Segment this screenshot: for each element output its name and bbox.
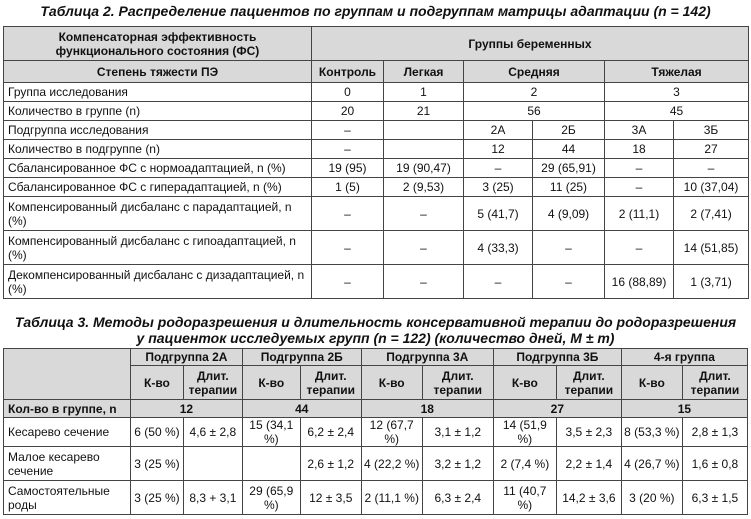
- table-cell: [242, 447, 300, 481]
- row-label: Малое кесарево сечение: [4, 447, 131, 481]
- table-cell: –: [533, 265, 605, 299]
- table-cell: 2 (7,41): [674, 197, 749, 231]
- table-cell: –: [674, 159, 749, 178]
- row-label: Компенсированный дисбаланс с парадаптацией, n (%): [4, 197, 312, 231]
- row-label: Сбалансированное ФС с гиперадаптацией, n (%): [4, 178, 312, 197]
- table-cell: –: [464, 265, 533, 299]
- table-cell: 0: [312, 83, 384, 102]
- table-cell: –: [312, 265, 384, 299]
- row-label: Самостоятельные роды: [4, 481, 131, 515]
- table-cell: 14 (51,85): [674, 231, 749, 265]
- light-header: Легкая: [384, 61, 464, 83]
- table-cell: 3 (25 %): [131, 481, 184, 515]
- count-subheader: К-во: [131, 366, 184, 400]
- row-label: Сбалансированное ФС с нормоадаптацией, n (%): [4, 159, 312, 178]
- table-cell: 3 (20 %): [621, 481, 682, 515]
- group-count: 12: [131, 400, 243, 418]
- table-cell: 3,2 ± 1,2: [422, 447, 493, 481]
- table-cell: 1 (5): [312, 178, 384, 197]
- table-row: [4, 102, 749, 121]
- table-cell: 15 (34,1 %): [242, 418, 300, 447]
- table-cell: –: [312, 197, 384, 231]
- table-cell: –: [605, 231, 674, 265]
- table-row: [4, 265, 749, 299]
- table-cell: 3,1 ± 1,2: [422, 418, 493, 447]
- table-cell: 2А: [464, 121, 533, 140]
- table-cell: 2 (9,53): [384, 178, 464, 197]
- control-header: Контроль: [312, 61, 384, 83]
- group-header: Подгруппа 2Б: [242, 349, 361, 366]
- table-cell: 11 (25): [533, 178, 605, 197]
- table-cell: 12 ± 3,5: [300, 481, 361, 515]
- table-cell: –: [605, 178, 674, 197]
- table-cell: 12: [464, 140, 533, 159]
- table-cell: 4 (9,09): [533, 197, 605, 231]
- table-cell: 56: [464, 102, 605, 121]
- row-label: Количество в подгруппе (n): [4, 140, 312, 159]
- table-cell: 2 (11,1 %): [361, 481, 422, 515]
- table-cell: 12 (67,7 %): [361, 418, 422, 447]
- count-subheader: К-во: [621, 366, 682, 400]
- count-row-label: Кол-во в группе, n: [4, 400, 131, 418]
- table-cell: [384, 140, 464, 159]
- table-cell: –: [384, 197, 464, 231]
- table-cell: 14 (51,9 %): [493, 418, 556, 447]
- table-cell: 44: [533, 140, 605, 159]
- table-cell: –: [464, 159, 533, 178]
- medium-header: Средняя: [464, 61, 605, 83]
- corner-cell: [4, 349, 131, 400]
- row-label: Компенсированный дисбаланс с гипоадаптацией, n (%): [4, 231, 312, 265]
- table3-caption: [0, 314, 751, 346]
- therapy-subheader: Длит. терапии: [556, 366, 621, 400]
- table-cell: –: [312, 140, 384, 159]
- table-cell: 14,2 ± 3,6: [556, 481, 621, 515]
- table-cell: 16 (88,89): [605, 265, 674, 299]
- table-row: [4, 481, 748, 515]
- table-cell: 2 (11,1): [605, 197, 674, 231]
- table-cell: 19 (95): [312, 159, 384, 178]
- table-cell: –: [384, 231, 464, 265]
- table-cell: 8 (53,3 %): [621, 418, 682, 447]
- row-label: Количество в группе (n): [4, 102, 312, 121]
- table-cell: 2,2 ± 1,4: [556, 447, 621, 481]
- table-cell: –: [384, 265, 464, 299]
- count-subheader: К-во: [242, 366, 300, 400]
- table-cell: –: [312, 121, 384, 140]
- table-cell: [384, 121, 464, 140]
- table-cell: 1 (3,71): [674, 265, 749, 299]
- table-cell: 4 (26,7 %): [621, 447, 682, 481]
- table-cell: 4,6 ± 2,8: [183, 418, 242, 447]
- count-subheader: К-во: [361, 366, 422, 400]
- group-header: Подгруппа 3Б: [493, 349, 621, 366]
- table-cell: 3: [605, 83, 749, 102]
- table-cell: 2Б: [533, 121, 605, 140]
- table-cell: 2 (7,4 %): [493, 447, 556, 481]
- table-cell: –: [605, 159, 674, 178]
- table-cell: 18: [605, 140, 674, 159]
- group-count: 27: [493, 400, 621, 418]
- table-row: [4, 159, 749, 178]
- table-cell: 3,5 ± 2,3: [556, 418, 621, 447]
- group-count: 15: [621, 400, 747, 418]
- table-cell: 2,6 ± 1,2: [300, 447, 361, 481]
- table2: [3, 26, 749, 299]
- table-cell: [183, 447, 242, 481]
- row-label: Декомпенсированный дисбаланс с дизадаптацией, n (%): [4, 265, 312, 299]
- table-cell: 20: [312, 102, 384, 121]
- table-cell: 45: [605, 102, 749, 121]
- table3-caption-line1: Таблица 3. Методы родоразрешения и длительность консервативной терапии до родоразрешения: [14, 314, 737, 330]
- table-cell: 3А: [605, 121, 674, 140]
- group-header: 4-я группа: [621, 349, 747, 366]
- table-cell: 6,2 ± 2,4: [300, 418, 361, 447]
- table-cell: 2: [464, 83, 605, 102]
- severe-header: Тяжелая: [605, 61, 749, 83]
- group-header: Подгруппа 2А: [131, 349, 243, 366]
- table-cell: 21: [384, 102, 464, 121]
- severity-header: Степень тяжести ПЭ: [4, 61, 312, 83]
- table-cell: 4 (33,3): [464, 231, 533, 265]
- table-cell: 1,6 ± 0,8: [682, 447, 747, 481]
- table-cell: 11 (40,7 %): [493, 481, 556, 515]
- table-cell: 29 (65,9 %): [242, 481, 300, 515]
- table-cell: 3Б: [674, 121, 749, 140]
- table-cell: 6,3 ± 2,4: [422, 481, 493, 515]
- table-cell: 3 (25 %): [131, 447, 184, 481]
- fs-header: Компенсаторная эффективность функционального состояния (ФС): [4, 27, 312, 61]
- table-row: [4, 178, 749, 197]
- table-row: [4, 140, 749, 159]
- row-label: Группа исследования: [4, 83, 312, 102]
- table-cell: 27: [674, 140, 749, 159]
- table-cell: 8,3 + 3,1: [183, 481, 242, 515]
- therapy-subheader: Длит. терапии: [682, 366, 747, 400]
- table-cell: 19 (90,47): [384, 159, 464, 178]
- table-row: [4, 418, 748, 447]
- table-row: [4, 447, 748, 481]
- groups-header: Группы беременных: [312, 27, 749, 61]
- therapy-subheader: Длит. терапии: [422, 366, 493, 400]
- group-count: 18: [361, 400, 493, 418]
- table-cell: 1: [384, 83, 464, 102]
- table-cell: 2,8 ± 1,3: [682, 418, 747, 447]
- count-subheader: К-во: [493, 366, 556, 400]
- table-cell: –: [312, 231, 384, 265]
- therapy-subheader: Длит. терапии: [183, 366, 242, 400]
- group-header: Подгруппа 3А: [361, 349, 493, 366]
- row-label: Подгруппа исследования: [4, 121, 312, 140]
- table-cell: 3 (25): [464, 178, 533, 197]
- table-row: [4, 197, 749, 231]
- table3: [3, 348, 748, 515]
- table-cell: 6 (50 %): [131, 418, 184, 447]
- therapy-subheader: Длит. терапии: [300, 366, 361, 400]
- table3-caption-line2: у пациенток исследуемых групп (n = 122) (количество дней, M ± m): [136, 330, 615, 346]
- table-cell: 10 (37,04): [674, 178, 749, 197]
- table-row: [4, 121, 749, 140]
- group-count: 44: [242, 400, 361, 418]
- table-cell: 6,3 ± 1,5: [682, 481, 747, 515]
- table-cell: –: [533, 231, 605, 265]
- table2-caption: Таблица 2. Распределение пациентов по группам и подгруппам матрицы адаптации (n = 142): [40, 3, 711, 19]
- table-cell: 5 (41,7): [464, 197, 533, 231]
- row-label: Кесарево сечение: [4, 418, 131, 447]
- table-cell: 29 (65,91): [533, 159, 605, 178]
- table-cell: 4 (22,2 %): [361, 447, 422, 481]
- table-row: [4, 83, 749, 102]
- table-row: [4, 231, 749, 265]
